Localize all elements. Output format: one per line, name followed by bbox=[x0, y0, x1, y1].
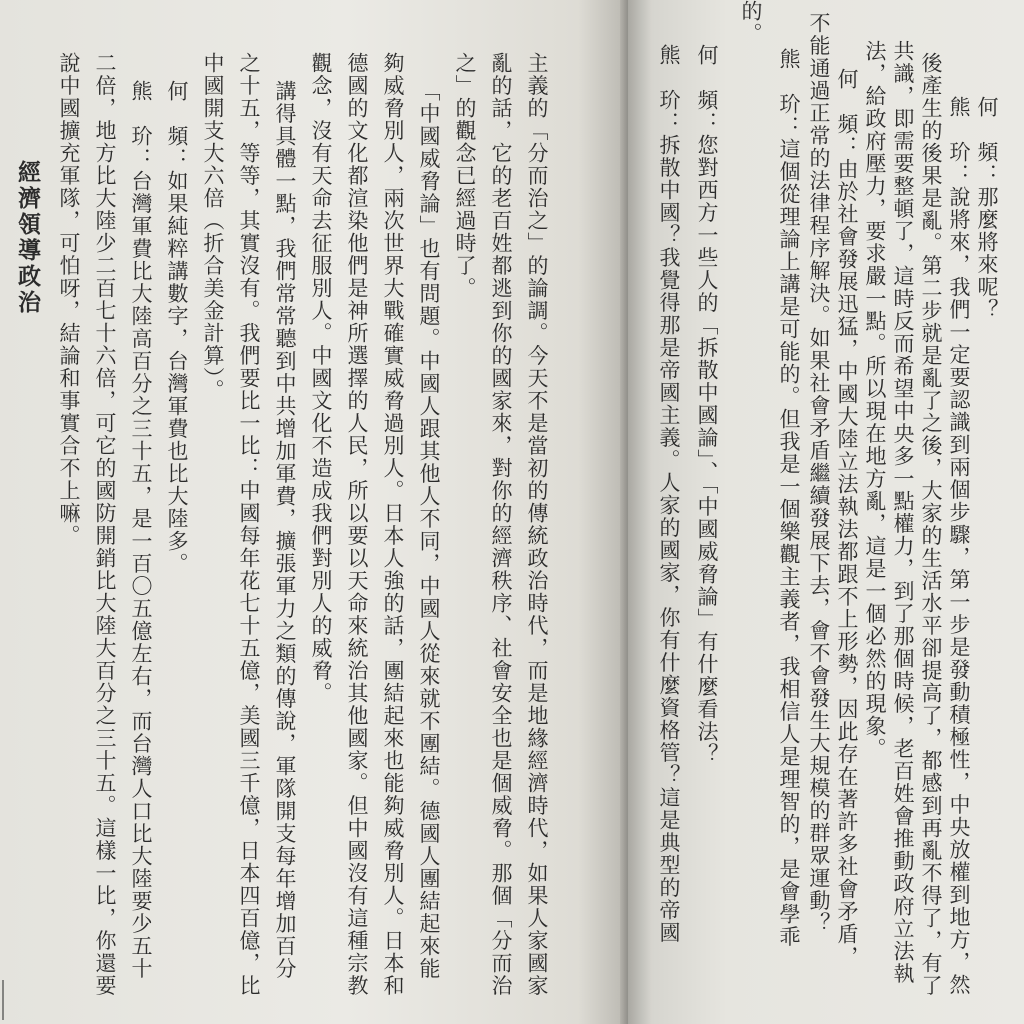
speaker-line: 何 頻：由於社會發展迅猛，中國大陸立法執法都跟不上形勢，因此存在著許多社會矛盾， bbox=[835, 68, 859, 968]
text-line: 說中國擴充軍隊，可怕呀，結論和事實合不上嘛。 bbox=[57, 52, 81, 547]
page-edge-mark bbox=[2, 980, 14, 1020]
text-line: 共識，即需要整頓了，這時反而希望中央多一點權力，到了那個時候，老百姓會推動政府立法執 bbox=[891, 40, 915, 985]
text-line: 夠威脅別人，兩次世界大戰確實威脅過別人。日本人強的話，團結起來也能夠威脅別人。日本和 bbox=[381, 52, 405, 997]
text-line: 二倍，地方比大陸少二百七十六倍，可它的國防開銷比大陸大百分之三十五。這樣一比，你還要 bbox=[93, 52, 117, 997]
text-line: 「中國威脅論」也有問題。中國人跟其他人不同，中國人從來就不團結。德國人團結起來能 bbox=[417, 80, 441, 980]
text-line: 之」的觀念已經過時了。 bbox=[453, 52, 477, 300]
text-line: 講得具體一點，我們常常聽到中共增加軍費，擴張軍力之類的傳說，軍隊開支每年增加百分 bbox=[273, 80, 297, 980]
text-line: 後產生的後果是亂。第二步就是亂了之後，大家的生活水平卻提高了，都感到再亂不得了，有了 bbox=[919, 52, 943, 997]
speaker-line: 熊 玠：台灣軍費比大陸高百分之三十五，是一百〇五億左右，而台灣人口比大陸要少五十 bbox=[129, 80, 153, 980]
text-line: 主義的「分而治之」的論調。今天不是當初的傳統政治時代，而是地緣經濟時代，如果人家國家 bbox=[525, 52, 549, 997]
text-line: 觀念，沒有天命去征服別人。中國文化不造成我們對別人的威脅。 bbox=[309, 52, 333, 705]
speaker-line: 何 頻：您對西方一些人的「拆散中國論」、「中國威脅論」有什麼看法？ bbox=[695, 44, 719, 766]
text-line: 之十五，等等，其實沒有。我們要比一比：中國每年花七十五億，美國三千億，日本四百億，比 bbox=[237, 52, 261, 997]
speaker-line: 熊 玠：這個從理論上講是可能的。但我是一個樂觀主義者，我相信人是理智的，是會學乖 bbox=[777, 48, 801, 948]
text-line: 不能通過正常的法律程序解決。如果社會矛盾繼續發展下去，會不會發生大規模的群眾運動？ bbox=[807, 12, 831, 935]
text-line: 中國開支大六倍（折合美金計算）。 bbox=[201, 52, 225, 402]
speaker-line: 何 頻：如果純粹講數字，台灣軍費也比大陸多。 bbox=[165, 80, 189, 575]
speaker-line: 熊 玠：說將來，我們一定要認識到兩個步驟，第一步是發動積極性，中央放權到地方，然 bbox=[947, 96, 971, 996]
text-line: 法，給政府壓力，要求嚴一點。所以現在地方亂，這是一個必然的現象。 bbox=[863, 40, 887, 760]
text-line: 的。 bbox=[739, 0, 763, 45]
speaker-line: 何 頻：那麼將來呢？ bbox=[975, 96, 999, 321]
speaker-line: 熊 玠：拆散中國？我覺得那是帝國主義。人家的國家，你有什麼資格管？這是典型的帝國 bbox=[657, 44, 681, 944]
text-line: 德國的文化都渲染他們是神所選擇的人民，所以要以天命來統治其他國家。但中國沒有這種宗教 bbox=[345, 52, 369, 997]
right-page bbox=[628, 0, 1024, 1024]
text-line: 亂的話，它的老百姓都逃到你的國家來，對你的經濟秩序、社會安全也是個威脅。那個「分而治 bbox=[489, 52, 513, 997]
running-header: 經濟領導政治 bbox=[14, 160, 41, 316]
